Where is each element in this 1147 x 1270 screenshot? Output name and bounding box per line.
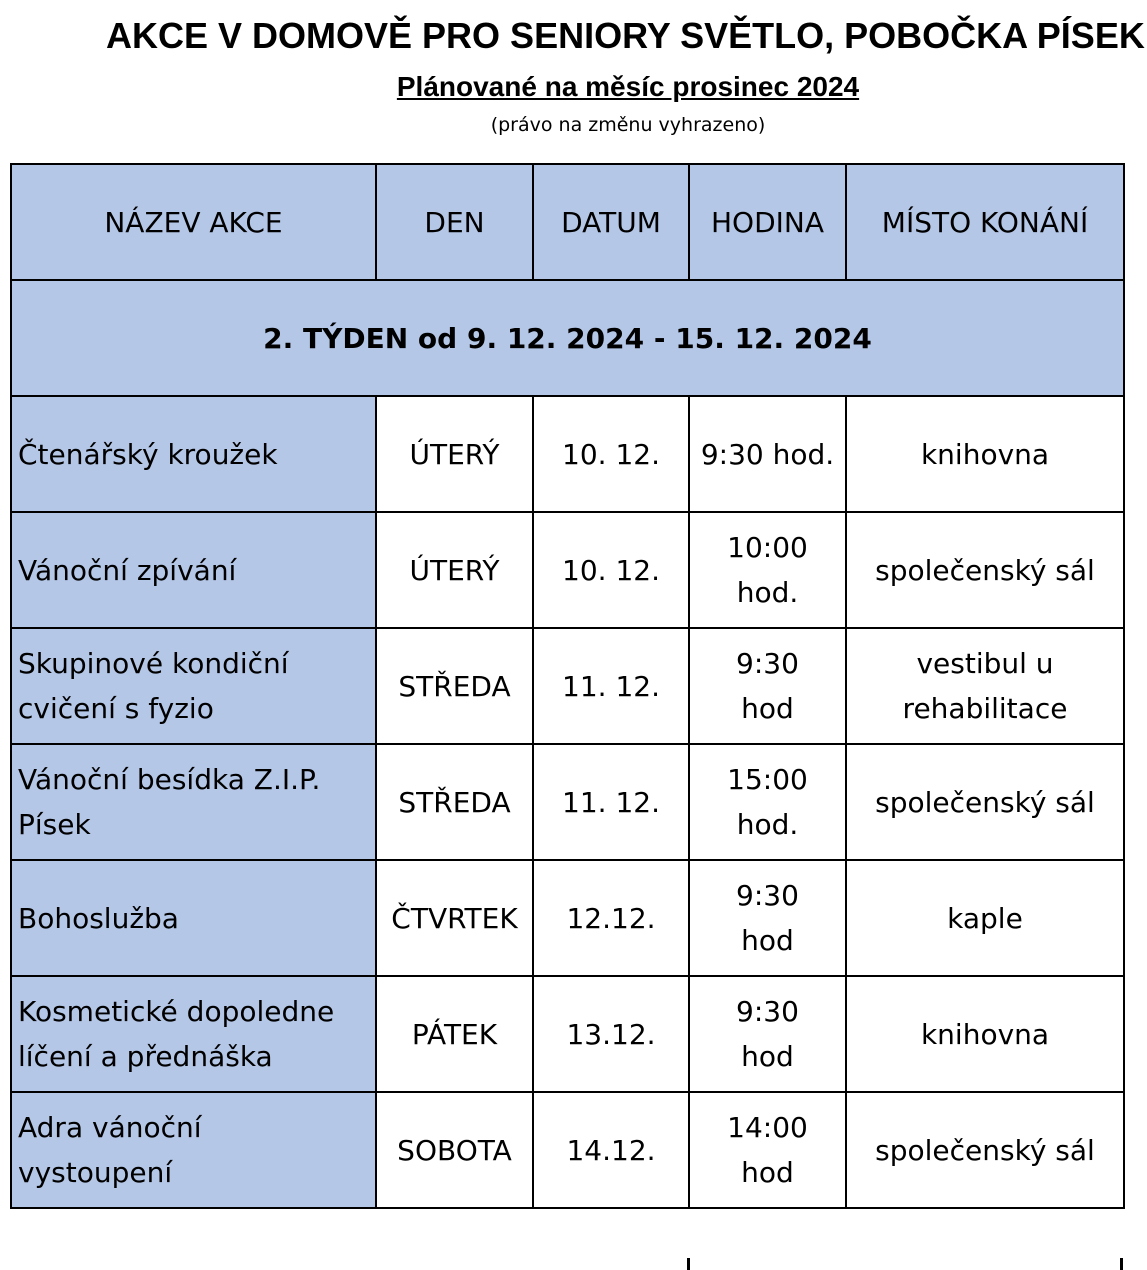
table-row <box>11 744 1124 860</box>
event-date: 13.12. <box>533 976 689 1092</box>
event-time: 9:30 hod <box>689 860 846 976</box>
table-row <box>11 396 1124 512</box>
event-name: Kosmetické dopoledne líčení a přednáška <box>11 976 376 1092</box>
table-continuation-line <box>687 1258 690 1270</box>
event-name: Bohoslužba <box>11 860 376 976</box>
event-name: Adra vánoční vystoupení <box>11 1092 376 1208</box>
table-row <box>11 976 1124 1092</box>
header-time: HODINA <box>689 164 846 280</box>
event-name: Skupinové kondiční cvičení s fyzio <box>11 628 376 744</box>
week-label: 2. TÝDEN od 9. 12. 2024 - 15. 12. 2024 <box>11 280 1124 396</box>
event-place: vestibul u rehabilitace <box>846 628 1124 744</box>
header-date: DATUM <box>533 164 689 280</box>
event-day: SOBOTA <box>376 1092 533 1208</box>
event-place: společenský sál <box>846 512 1124 628</box>
event-day: PÁTEK <box>376 976 533 1092</box>
event-place: knihovna <box>846 976 1124 1092</box>
header-name: NÁZEV AKCE <box>11 164 376 280</box>
event-time: 14:00 hod <box>689 1092 846 1208</box>
table-row <box>11 628 1124 744</box>
event-day: STŘEDA <box>376 628 533 744</box>
event-name: Vánoční zpívání <box>11 512 376 628</box>
event-date: 10. 12. <box>533 512 689 628</box>
event-day: STŘEDA <box>376 744 533 860</box>
event-date: 11. 12. <box>533 744 689 860</box>
document-subtitle: Plánované na měsíc prosinec 2024 <box>396 71 860 102</box>
table-row <box>11 512 1124 628</box>
table-header-row <box>11 164 1124 280</box>
event-date: 14.12. <box>533 1092 689 1208</box>
event-time: 10:00 hod. <box>689 512 846 628</box>
event-time: 9:30 hod <box>689 976 846 1092</box>
event-day: ÚTERÝ <box>376 396 533 512</box>
table-row <box>11 1092 1124 1208</box>
event-time: 9:30 hod. <box>689 396 846 512</box>
event-day: ČTVRTEK <box>376 860 533 976</box>
table-continuation-line <box>1120 1258 1123 1270</box>
event-place: společenský sál <box>846 744 1124 860</box>
event-time: 9:30 hod <box>689 628 846 744</box>
event-place: kaple <box>846 860 1124 976</box>
event-name: Vánoční besídka Z.I.P. Písek <box>11 744 376 860</box>
event-place: společenský sál <box>846 1092 1124 1208</box>
event-date: 11. 12. <box>533 628 689 744</box>
event-date: 12.12. <box>533 860 689 976</box>
week-row <box>11 280 1124 396</box>
header-place: MÍSTO KONÁNÍ <box>846 164 1124 280</box>
header-day: DEN <box>376 164 533 280</box>
event-time: 15:00 hod. <box>689 744 846 860</box>
change-reserved-note: (právo na změnu vyhrazeno) <box>490 114 766 136</box>
event-day: ÚTERÝ <box>376 512 533 628</box>
event-name: Čtenářský kroužek <box>11 396 376 512</box>
event-date: 10. 12. <box>533 396 689 512</box>
events-table <box>10 163 1125 1209</box>
event-place: knihovna <box>846 396 1124 512</box>
table-row <box>11 860 1124 976</box>
document-title: AKCE V DOMOVĚ PRO SENIORY SVĚTLO, POBOČKA PÍSEK <box>106 15 1145 56</box>
